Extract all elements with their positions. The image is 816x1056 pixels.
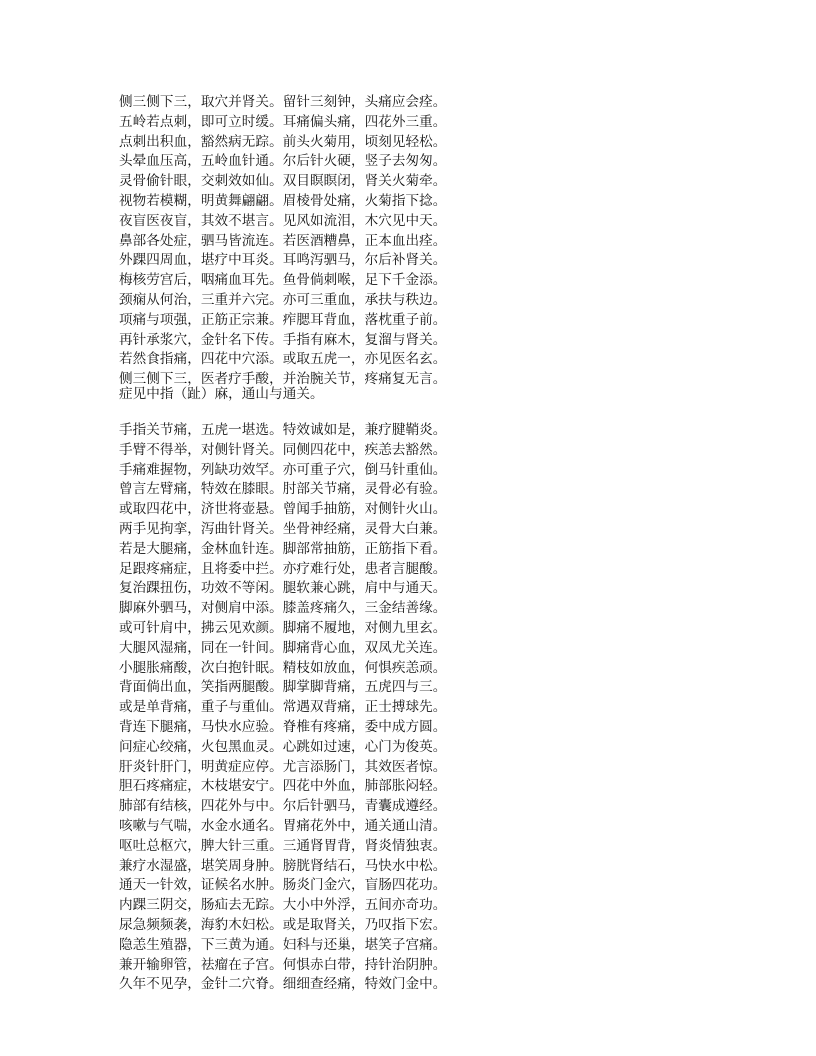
verse-line: 脚麻外驷马，对侧肩中添。膝盖疼痛久，三金结善缘。 — [119, 600, 447, 617]
verse-line: 侧三侧下三，医者疗手酸，并治腕关节，疼痛复无言。 — [119, 371, 447, 388]
verse-line: 大腿风湿痛，同在一针间。脚痛背心血，双凤尤关连。 — [119, 639, 447, 656]
verse-line: 或是单背痛，重子与重仙。常遇双背痛，正士搏球先。 — [119, 699, 447, 716]
verse-line: 小腿胀痛酸，次白抱针眠。精枝如放血，何惧疾恙顽。 — [119, 659, 447, 676]
verse-line: 五岭若点刺，即可立时缓。耳痛偏头痛，四花外三重。 — [119, 113, 447, 130]
verse-line: 通天一针效，证候名水肿。肠炎门金穴，盲肠四花功。 — [119, 877, 447, 894]
verse-line: 或可针肩中，拂云见欢颜。脚痛不履地，对侧九里玄。 — [119, 619, 447, 636]
verse-line: 背面倘出血，笑指两腿酸。脚掌脚背痛，五虎四与三。 — [119, 679, 447, 696]
verse-line: 足跟疼痛症，且将委中拦。亦疗难行处，患者言腿酸。 — [119, 560, 447, 577]
verse-block-head-neck — [119, 93, 459, 390]
verse-line: 曾言左臂痛，特效在膝眼。肘部关节痛，灵骨必有验。 — [119, 481, 447, 498]
verse-line: 鼻部各处症，驷马皆流连。若医酒糟鼻，正本血出痊。 — [119, 232, 447, 249]
verse-line: 头晕血压高，五岭血针通。尔后针火硬，竖子去匆匆。 — [119, 153, 447, 170]
verse-line: 视物若模糊，明黄舞翩翩。眉棱骨处痛，火菊指下捻。 — [119, 192, 447, 209]
verse-line: 若然食指痛，四花中穴添。或取五虎一，亦见医名玄。 — [119, 351, 447, 368]
verse-line: 外踝四周血，堪疗中耳炎。耳鸣泻驷马，尔后补肾关。 — [119, 252, 447, 269]
verse-line: 背连下腿痛，马快水应验。脊椎有疼痛，委中成方圆。 — [119, 718, 447, 735]
verse-line: 手臂不得举，对侧针肾关。同侧四花中，疾恙去豁然。 — [119, 441, 447, 458]
verse-line: 手痛难握物，列缺功效罕。亦可重子穴，倒马针重仙。 — [119, 461, 447, 478]
verse-line: 咳嗽与气喘，水金水通名。胃痛花外中，通关通山清。 — [119, 817, 447, 834]
verse-line: 胆石疼痛症，木枝堪安宁。四花中外血，肺部胀闷轻。 — [119, 778, 447, 795]
verse-line: 侧三侧下三，取穴并肾关。留针三刻钟，头痛应会痊。 — [119, 94, 447, 110]
verse-line: 梅核劳宫后，咽痛血耳先。鱼骨倘刺喉，足下千金添。 — [119, 272, 447, 289]
verse-line: 两手见拘挛，泻曲针肾关。坐骨神经痛，灵骨大白兼。 — [119, 520, 447, 537]
section-heading: 症见中指（趾）麻，通山与通关。 — [119, 386, 324, 402]
verse-line: 再针承浆穴，金针名下传。手指有麻木，复溜与肾关。 — [119, 331, 447, 348]
verse-line: 问症心绞痛，火包黑血灵。心跳如过速，心门为俊英。 — [119, 738, 447, 755]
verse-line: 颈痫从何治，三重并六完。亦可三重血，承扶与秩边。 — [119, 291, 447, 308]
verse-line: 兼开输卵管，祛瘤在子宫。何惧赤白带，持针治阴肿。 — [119, 956, 447, 973]
verse-line: 或取四花中，济世将壶悬。曾闻手抽筋，对侧针火山。 — [119, 501, 447, 518]
verse-line: 复治踝扭伤，功效不等闲。腿软兼心跳，肩中与通天。 — [119, 580, 447, 597]
verse-line: 夜盲医夜盲，其效不堪言。见风如流泪，木穴见中天。 — [119, 212, 447, 229]
verse-line: 兼疗水湿盛，堪笑周身肿。膀胱肾结石，马快水中松。 — [119, 857, 447, 874]
verse-line: 灵骨偷针眼，交刺效如仙。双目瞑瞑闭，肾关火菊牵。 — [119, 173, 447, 190]
verse-line: 点刺出积血，豁然病无踪。前头火菊用，顷刻见轻松。 — [119, 133, 447, 150]
verse-line: 肝炎针肝门，明黄症应停。尤言添肠门，其效医者惊。 — [119, 758, 447, 775]
verse-line: 手指关节痛，五虎一堪选。特效诚如是，兼疗腱鞘炎。 — [119, 422, 447, 438]
verse-line: 若是大腿痛，金林血针连。脚部常抽筋，正筋指下看。 — [119, 540, 447, 557]
verse-line: 肺部有结核，四花外与中。尔后针驷马，青囊成遵经。 — [119, 798, 447, 815]
verse-line: 尿急频频袭，海豹木妇松。或是取肾关，乃叹指下宏。 — [119, 916, 447, 933]
verse-line: 隐恙生殖器，下三黄为通。妇科与还巢，堪笑子宫痛。 — [119, 936, 447, 953]
verse-line: 项痛与项强，正筋正宗兼。痄腮耳背血，落枕重子前。 — [119, 311, 447, 328]
verse-block-limbs-organs — [119, 421, 459, 995]
verse-line: 呕吐总枢穴，脾大针三重。三通肾胃背，肾炎情独衷。 — [119, 837, 447, 854]
verse-line: 内踝三阴交，肠疝去无踪。大小中外浮，五间亦奇功。 — [119, 897, 447, 914]
verse-line: 久年不见孕，金针二穴脊。细细查经痛，特效门金中。 — [119, 976, 447, 993]
